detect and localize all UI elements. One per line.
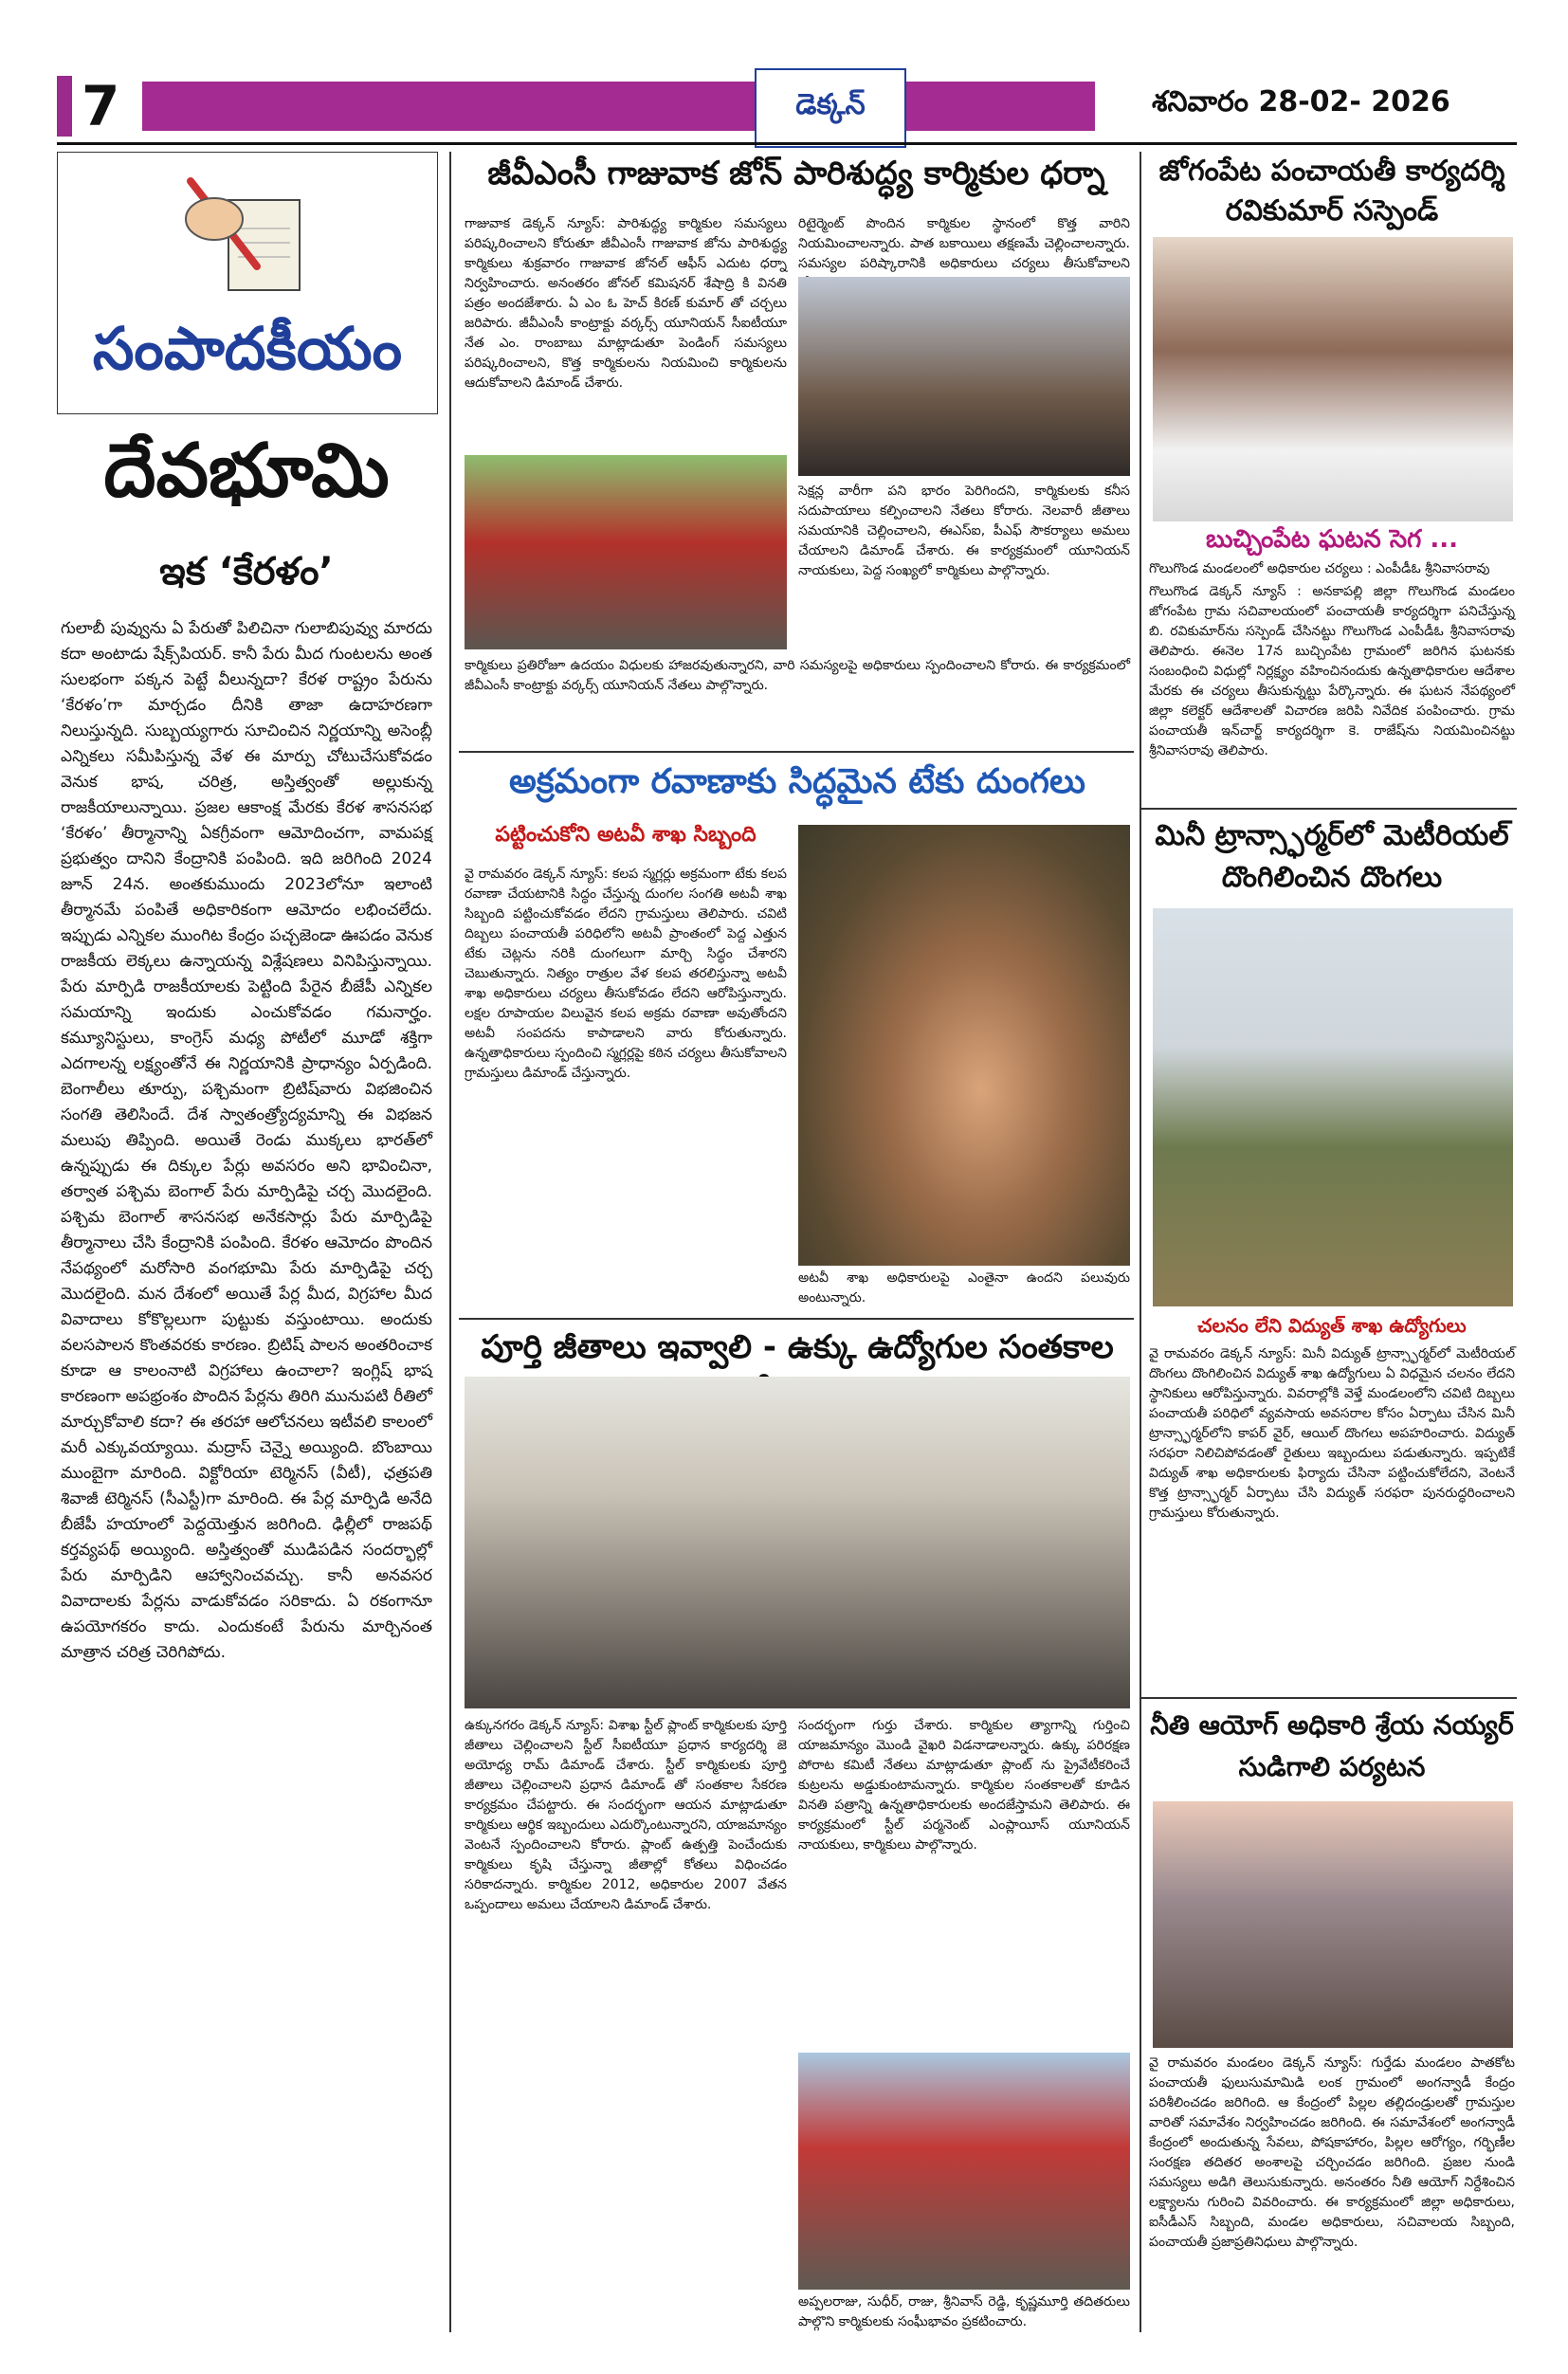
official-portrait-photo: [1153, 237, 1513, 521]
teak-headline: అక్రమంగా రవాణాకు సిద్ధమైన టేకు దుంగలు: [509, 762, 1085, 801]
transformer-body: వై రామవరం డెక్కన్ న్యూస్: మినీ విద్యుత్ ట్రాన్స్ఫార్మర్‌లో మెటీరియల్ దొంగలు దొంగిలించిన విద్యుత్ శాఖ ఉద్యోగులు ఏ విధమైన చలనం లేదని స్థానికులు ఆరోపిస్తున్నారు. వివరాల్లోకి వెళ్తే మండలంలోని చవిటి దిబ్బలు పంచాయతీ పరిధిలో వ్యవసాయ అవసరాల కోసం ఏర్పాటు చేసిన మినీ ట్రాన్స్ఫార్మర్‌లోని కాపర్ వైర్, ఆయిల్ దొంగలు అపహరించారు. విద్యుత్ సరఫరా నిలిచిపోవడంతో రైతులు ఇబ్బందులు పడుతున్నారు. ఇప్పటికే విద్యుత్ శాఖ అధికారులకు ఫిర్యాదు చేసినా పట్టించుకోలేదని, వెంటనే కొత్త ట్రాన్స్ఫార్మర్ ఏర్పాటు చేసి విద్యుత్ సరఫరా పునరుద్ధరించాలని గ్రామస్తులు కోరుతున్నారు.: [1149, 1346, 1515, 1521]
teak-body: వై రామవరం డెక్కన్ న్యూస్: కలప స్మగ్లర్లు అక్రమంగా టేకు కలప రవాణా చేయటానికి సిద్ధం చేస్తున్న దుంగల సంగతి అటవీ శాఖ సిబ్బంది పట్టించుకోవడం లేదని గ్రామస్తులు తెలిపారు. చవిటి దిబ్బలు పంచాయతీ పరిధిలోని అటవీ ప్రాంతంలో పెద్ద ఎత్తున టేకు చెట్లను నరికి దుంగలుగా మార్చి సిద్ధం చేశారని చెబుతున్నారు. నిత్యం రాత్రుల వేళ కలప తరలిస్తున్నా అటవీ శాఖ అధికారులు చర్యలు తీసుకోవడం లేదని ఆరోపిస్తున్నారు. లక్షల రూపాయల విలువైన కలప అక్రమ రవాణా అవుతోందని అటవీ సంపదను కాపాడాలని వారు కోరుతున్నారు. ఉన్నతాధికారులు స్పందించి స్మగ్లర్లపై కఠిన చర్యలు తీసుకోవాలని గ్రామస్తులు డిమాండ్ చేస్తున్నారు.: [465, 867, 787, 1081]
dharna-body-3: సెక్షన్ల వారీగా పని భారం పెరిగిందని, కార్మికులకు కనీస సదుపాయాలు కల్పించాలని నేతలు కోరారు. నెలవారీ జీతాలు సమయానికి చెల్లించాలని, ఈఎస్ఐ, పీఎఫ్ సౌకర్యాలు అమలు చేయాలని డిమాండ్ చేశారు. ఈ కార్యక్రమంలో యూనియన్ నాయకులు, పెద్ద సంఖ్యలో కార్మికులు పాల్గొన్నారు.: [798, 484, 1130, 578]
transformer-headline-2: దొంగిలించిన దొంగలు: [1221, 861, 1443, 894]
dharna-rally-photo: [465, 455, 787, 649]
dharna-body-1: గాజువాక డెక్కన్ న్యూస్: పారిశుద్ధ్య కార్మికుల సమస్యలు పరిష్కరించాలని కోరుతూ జీవీఎంసీ గాజువాక జోను పారిశుద్ధ్య కార్మికులు శుక్రవారం గాజువాక జోనల్ ఆఫీస్ ఎదుట ధర్నా నిర్వహించారు. అనంతరం జోనల్ కమిషనర్ శేషాద్రి కి వినతి పత్రం అందజేశారు. ఏ ఎం ఓ హెచ్ కిరణ్ కుమార్ తో చర్చలు జరిపారు. జీవీఎంసీ కాంట్రాక్టు వర్కర్స్ యూనియన్ సీఐటీయూ నేత ఎం. రాంబాబు మాట్లాడుతూ పెండింగ్ సమస్యలు పరిష్కరించాలని, కొత్త కార్మికులను నియమించి కార్మికులను ఆదుకోవాలని డిమాండ్ చేశారు.: [465, 216, 787, 391]
editorial-logo-box: [57, 152, 438, 414]
column-divider: [1140, 152, 1141, 2332]
brand-name: డెక్కన్: [795, 88, 866, 121]
niti-headline-2: సుడిగాలి పర్యటన: [1238, 1751, 1426, 1782]
dharna-body-4: కార్మికులు ప్రతిరోజూ ఉదయం విధులకు హాజరవుతున్నారని, వారి సమస్యలపై అధికారులు స్పందించాలని కోరారు. ఈ కార్యక్రమంలో జీవీఎంసీ కాంట్రాక్టు వర్కర్స్ యూనియన్ నేతలు పాల్గొన్నారు.: [465, 658, 1130, 693]
rule: [1141, 808, 1517, 810]
rule: [1141, 1697, 1517, 1699]
suspend-photo-caption: గొలుగొండ మండలంలో అధికారుల చర్యలు : ఎంపీడీఓ శ్రీనివాసరావు: [1149, 561, 1490, 576]
suspend-subheadline: బుచ్చింపేట ఘటన సెగ ...: [1206, 525, 1458, 554]
steel-caption: అప్పలరాజు, సుధీర్, రాజు, శ్రీనివాస్ రెడ్డి, కృష్ణమూర్తి తదితరులు పాల్గొని కార్మికులకు సంఘీభావం ప్రకటించారు.: [798, 2294, 1130, 2329]
header-band: [142, 82, 1095, 131]
steel-body-1: ఉక్కునగరం డెక్కన్ న్యూస్: విశాఖ స్టీల్ ప్లాంట్ కార్మికులకు పూర్తి జీతాలు చెల్లించాలని స్టీల్ సీఐటీయూ ప్రధాన కార్యదర్శి జె అయోధ్య రామ్ డిమాండ్ చేశారు. స్టీల్ కార్మికులకు పూర్తి జీతాలు చెల్లించాలని ప్రధాన డిమాండ్ తో సంతకాల సేకరణ కార్యక్రమం చేపట్టారు. ఈ సందర్భంగా ఆయన మాట్లాడుతూ కార్మికులు ఆర్థిక ఇబ్బందులు ఎదుర్కొంటున్నారని, యాజమాన్యం వెంటనే స్పందించాలని కోరారు. ప్లాంట్ ఉత్పత్తి పెంచేందుకు కార్మికులు కృషి చేస్తున్నా జీతాల్లో కోతలు విధించడం సరికాదన్నారు. కార్మికుల 2012, అధికారుల 2007 వేతన ఒప్పందాలు అమలు చేయాలని డిమాండ్ చేశారు.: [465, 1718, 787, 1912]
column-divider: [449, 152, 451, 2332]
suspend-headline: జోగంపేట పంచాయతీ కార్యదర్శి రవికుమార్ సస్పెండ్: [1158, 155, 1505, 228]
transformer-headline-1: మినీ ట్రాన్స్ఫార్మర్‌లో మెటీరియల్: [1155, 819, 1509, 852]
steel-signature-photo: [465, 1377, 1130, 1708]
teak-subheadline: పట్టించుకోని అటవీ శాఖ సిబ్బంది: [495, 823, 757, 847]
niti-body: వై రామవరం మండలం డెక్కన్ న్యూస్: గుర్తేడు మండలం పాతకోట పంచాయతీ ఫులుసుమామిడి లంక గ్రామంలో అంగన్వాడీ కేంద్రం పరిశీలించడం జరిగింది. ఆ కేంద్రంలో పిల్లల తల్లిదండ్రులతో గ్రామస్తుల వారితో సమావేశం నిర్వహించడం జరిగింది. ఈ సమావేశంలో అంగన్వాడీ కేంద్రంలో అందుతున్న సేవలు, పోషకాహారం, పిల్లల ఆరోగ్యం, గర్భిణీల సంరక్షణ తదితర అంశాలపై చర్చించడం జరిగింది. ప్రజల నుండి సమస్యలు అడిగి తెలుసుకున్నారు. అనంతరం నీతి ఆయోగ్ నిర్దేశించిన లక్ష్యాలను గురించి వివరించారు. ఈ కార్యక్రమంలో జిల్లా అధికారులు, ఐసీడీఎస్ సిబ్బంది, మండల అధికారులు, సచివాలయ సిబ్బంది, పంచాయతీ ప్రజాప్రతినిధులు పాల్గొన్నారు.: [1149, 2055, 1515, 2250]
section-title: సంపాదకీయం: [92, 314, 403, 383]
rule: [459, 1318, 1134, 1320]
niti-headline-1: నీతి ఆయోగ్ అధికారి శ్రేయ నయ్యర్: [1150, 1709, 1514, 1741]
issue-date: శనివారం 28-02- 2026: [1152, 85, 1450, 119]
page-number: 7: [82, 74, 120, 138]
steel-body-2: సందర్భంగా గుర్తు చేశారు. కార్మికుల త్యాగాన్ని గుర్తించి యాజమాన్యం మొండి వైఖరి విడనాడాలన్నారు. ఉక్కు పరిరక్షణ పోరాట కమిటీ నేతలు మాట్లాడుతూ ప్లాంట్ ను ప్రైవేటీకరించే కుట్రలను అడ్డుకుంటామన్నారు. కార్మికుల సంతకాలతో కూడిన వినతి పత్రాన్ని ఉన్నతాధికారులకు అందజేస్తామని తెలిపారు. ఈ కార్యక్రమంలో స్టీల్ పర్మనెంట్ ఎంప్లాయీస్ యూనియన్ నాయకులు, కార్మికులు పాల్గొన్నారు.: [798, 1718, 1130, 1853]
page-number-bar: [57, 76, 72, 137]
editorial-headline: దేవభూమి: [103, 429, 390, 514]
rule: [459, 751, 1134, 753]
teak-logs-photo: [798, 825, 1130, 1266]
steel-rally-photo: [798, 2053, 1130, 2290]
teak-caption: అటవీ శాఖ అధికారులపై ఎంతైనా ఉందని పలువురు అంటున్నారు.: [798, 1270, 1130, 1306]
transformer-photo: [1153, 908, 1513, 1306]
masthead-logo: [755, 68, 906, 148]
niti-visit-photo: [1153, 1801, 1513, 2048]
dharna-headline: జీవీఎంసీ గాజువాక జోన్ పారిశుద్ధ్య కార్మికుల ధర్నా: [487, 155, 1105, 192]
editorial-subheadline: ఇక ‘కేరళం’: [159, 550, 334, 594]
writing-hand-icon: [172, 162, 323, 304]
header-rule: [57, 142, 1517, 145]
editorial-body: గులాబీ పువ్వును ఏ పేరుతో పిలిచినా గులాబిపువ్వు మారదు కదా అంటాడు షేక్స్‌పియర్. కానీ పేరు మీద గుంటలను అంత సులభంగా పక్కన పెట్టే వీలున్నదా? కేరళ రాష్ట్రం పేరును ‘కేరళం’గా మార్చడం దీనికి తాజా ఉదాహరణగా నిలుస్తున్నది. సుబ్బయ్యగారు సూచించిన నిర్ణయాన్ని అసెంబ్లీ ఎన్నికలు సమీపిస్తున్న వేళ ఈ మార్పు చోటుచేసుకోవడం వెనుక భాష, చరిత్ర, అస్తిత్వంతో అల్లుకున్న రాజకీయాలున్నాయి. ప్రజల ఆకాంక్ష మేరకు కేరళ శాసనసభ ‘కేరళం’ తీర్మానాన్ని ఏకగ్రీవంగా ఆమోదించగా, వామపక్ష ప్రభుత్వం దానిని కేంద్రానికి పంపింది. ఇది జరిగింది 2024 జూన్ 24న. అంతకుముందు 2023లోనూ ఇలాంటి తీర్మానమే పంపితే అధికారికంగా ఆమోదం లభించలేదు. ఇప్పుడు ఎన్నికల ముంగిట కేంద్రం పచ్చజెండా ఊపడం వెనుక రాజకీయ లెక్కలు ఉన్నాయన్న విశ్లేషణలు వినిపిస్తున్నాయి. పేరు మార్పిడి రాజకీయాలకు పెట్టింది పేరైన బీజేపీ ఎన్నికల సమయాన్ని ఇందుకు ఎంచుకోవడం గమనార్హం. కమ్యూనిస్టులు, కాంగ్రెస్ మధ్య పోటీలో మూడో శక్తిగా ఎదగాలన్న లక్ష్యంతోనే ఈ నిర్ణయానికి ప్రాధాన్యం ఏర్పడింది. బెంగాలీలు తూర్పు, పశ్చిమంగా బ్రిటిష్‌వారు విభజించిన సంగతి తెలిసిందే. దేశ స్వాతంత్ర్యోద్యమాన్ని ఈ విభజన మలుపు తిప్పింది. అయితే రెండు ముక్కలు భారత్‌లో ఉన్నప్పుడు ఈ దిక్కుల పేర్లు అవసరం అని భావించినా, తర్వాత పశ్చిమ బెంగాల్ పేరు మార్పిడిపై చర్చ మొదలైంది. పశ్చిమ బెంగాల్ శాసనసభ అనేకసార్లు పేరు మార్పిడిపై తీర్మానాలు చేసి కేంద్రానికి పంపింది. కేరళం ఆమోదం పొందిన నేపథ్యంలో మరోసారి వంగభూమి పేరు మార్పిడిపై చర్చ మొదలైంది. మన దేశంలో అయితే పేర్ల మీద, విగ్రహాల మీద వివాదాలు కోకొల్లలుగా పుట్టుకు వస్తుంటాయి. అందుకు వలసపాలన కొంతవరకు కారణం. బ్రిటిష్ పాలన అంతరించాక కూడా ఆ కాలంనాటి విగ్రహాలు ఉంచాలా? ఇంగ్లిష్ భాష కారణంగా అపభ్రంశం పొందిన పేర్లను తిరిగి మునుపటి రీతిలో మార్చుకోవాలి కదా? ఈ తరహా ఆలోచనలు ఇటీవలి కాలంలో మరీ ఎక్కువయ్యాయి. మద్రాస్ చెన్నై అయ్యింది. బొంబాయి ముంబైగా మారింది. విక్టోరియా టెర్మినస్ (వీటీ), ఛత్రపతి శివాజీ టెర్మినస్ (సీఎస్టీ)గా మారింది. ఈ పేర్ల మార్పిడి అనేది బీజేపీ హయాంలో పెద్దయెత్తున జరిగింది. ఢిల్లీలో రాజపథ్ కర్తవ్యపథ్ అయ్యింది. అస్తిత్వంతో ముడిపడిన సందర్భాల్లో పేరు మార్పిడిని ఆహ్వానించవచ్చు. కానీ అనవసర వివాదాలకు పేర్లను వాడుకోవడం సరికాదు. ఏ రకంగానూ ఉపయోగకరం కాదు. ఎందుకంటే పేరును మార్చినంత మాత్రాన చరిత్ర చెరిగిపోదు.: [61, 619, 432, 1662]
transformer-subheadline: చలనం లేని విద్యుత్ శాఖ ఉద్యోగులు: [1197, 1314, 1467, 1337]
suspend-body: గొలుగొండ డెక్కన్ న్యూస్ : అనకాపల్లి జిల్లా గొలుగొండ మండలం జోగంపేట గ్రామ సచివాలయంలో పంచాయతీ కార్యదర్శిగా పనిచేస్తున్న బి. రవికుమార్‌ను సస్పెండ్ చేసినట్టు గొలుగొండ ఎంపీడీఓ శ్రీనివాసరావు తెలిపారు. ఈనెల 17న బుచ్చింపేట గ్రామంలో జరిగిన ఘటనకు సంబంధించి విధుల్లో నిర్లక్ష్యం వహించినందుకు ఉన్నతాధికారుల ఆదేశాల మేరకు ఈ చర్యలు తీసుకున్నట్టు పేర్కొన్నారు. ఈ ఘటన నేపథ్యంలో జిల్లా కలెక్టర్ ఆదేశాలతో విచారణ జరిపి నివేదిక పంపించారు. గ్రామ పంచాయతీ ఇన్‌చార్జ్ కార్యదర్శిగా కె. రాజేష్‌ను నియమించినట్టు శ్రీనివాసరావు తెలిపారు.: [1149, 584, 1515, 758]
dharna-meeting-photo: [798, 277, 1130, 476]
dharna-body-2: రిటైర్మెంట్ పొందిన కార్మికుల స్థానంలో కొత్త వారిని నియమించాలన్నారు. పాత బకాయిలు తక్షణమే చెల్లించాలన్నారు. సమస్యల పరిష్కారానికి అధికారులు చర్యలు తీసుకోవాలని: [798, 216, 1130, 271]
steel-headline: పూర్తి జీతాలు ఇవ్వాలి - ఉక్కు ఉద్యోగుల సంతకాల: [481, 1328, 1114, 1366]
